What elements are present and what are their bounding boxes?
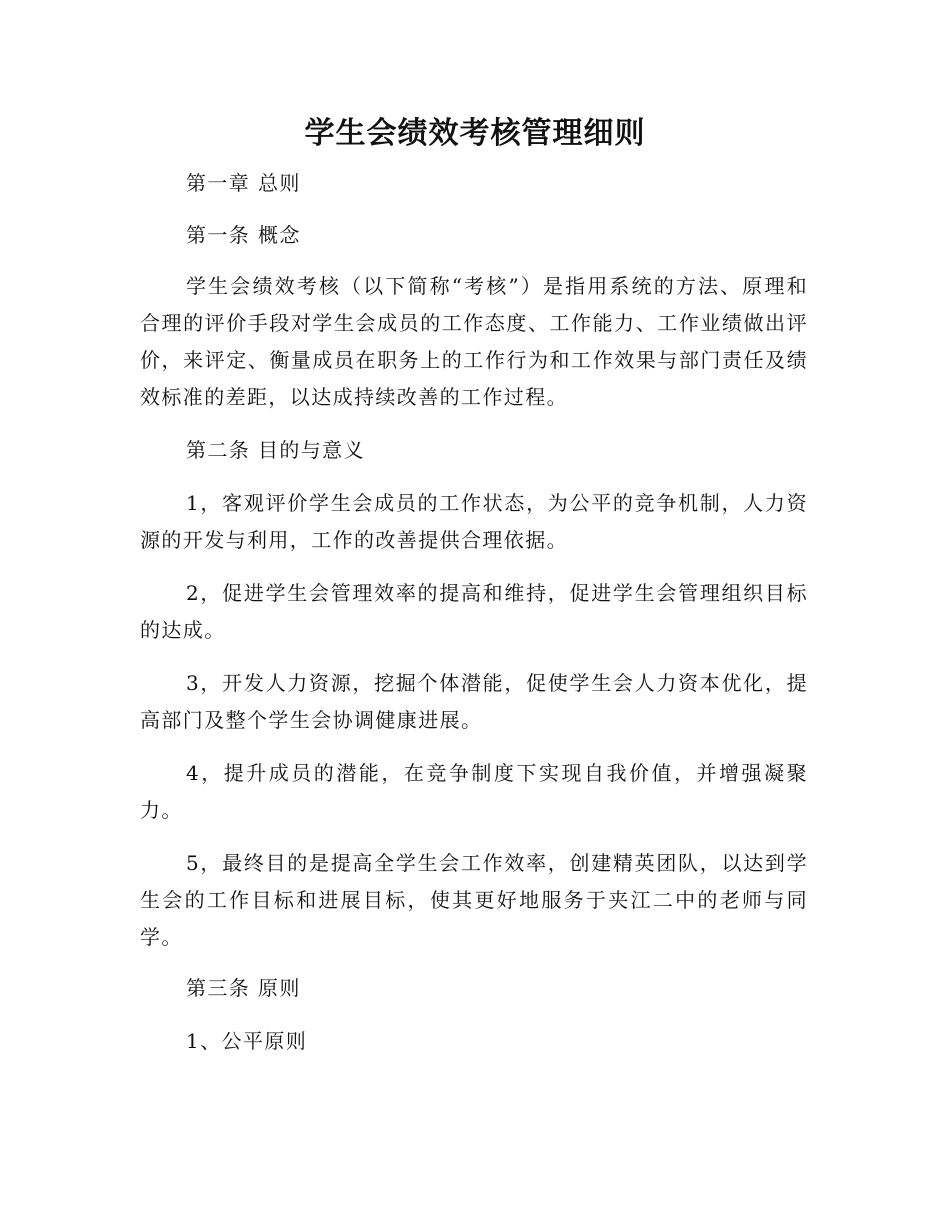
- purpose-item-1: 1，客观评价学生会成员的工作状态，为公平的竞争机制，人力资源的开发与利用，工作的改善提供合理依据。: [140, 491, 808, 552]
- purpose-item-5: 5，最终目的是提高全学生会工作效率，创建精英团队，以达到学生会的工作目标和进展目标，使其更好地服务于夹江二中的老师与同学。: [140, 851, 808, 949]
- article-heading-1: 第一条 概念: [186, 223, 301, 247]
- purpose-item-3: 3，开发人力资源，挖掘个体潜能，促使学生会人力资本优化，提高部门及整个学生会协调健康进展。: [140, 671, 808, 732]
- article-heading-2: 第二条 目的与意义: [186, 438, 365, 462]
- purpose-item-4: 4，提升成员的潜能，在竞争制度下实现自我价值，并增强凝聚力。: [140, 761, 808, 822]
- article-heading-3: 第三条 原则: [186, 976, 301, 1000]
- article-1-body: 学生会绩效考核（以下简称“考核”）是指用系统的方法、原理和合理的评价手段对学生会成员的工作态度、工作能力、工作业绩做出评价，来评定、衡量成员在职务上的工作行为和工作效果与部门责任及绩效标准的差距，以达成持续改善的工作过程。: [140, 274, 808, 409]
- purpose-item-2: 2，促进学生会管理效率的提高和维持，促进学生会管理组织目标的达成。: [140, 581, 808, 642]
- principle-item-1: 1、公平原则: [186, 1029, 308, 1053]
- chapter-heading: 第一章 总则: [186, 171, 301, 195]
- document-title: 学生会绩效考核管理细则: [304, 116, 646, 151]
